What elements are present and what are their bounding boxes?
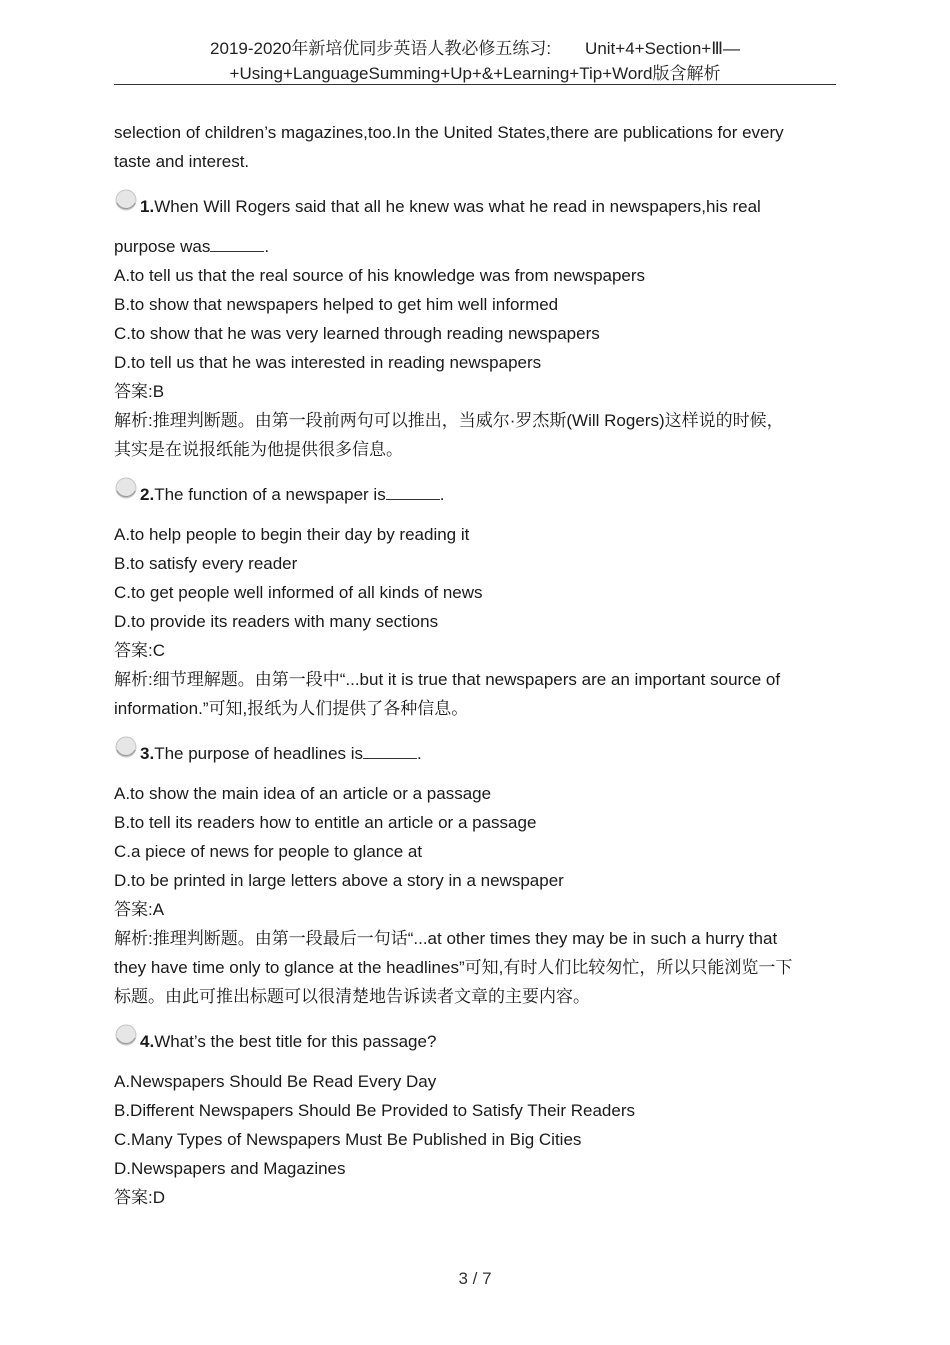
option-a: A.to help people to begin their day by reading it [114, 525, 470, 544]
question-stem-text: The purpose of headlines is [154, 744, 364, 763]
question-3-stem: 3.The purpose of headlines is . [114, 739, 844, 768]
answer-key: 答案:C [114, 641, 165, 660]
option-a: A.to tell us that the real source of his knowledge was from newspapers [114, 266, 646, 285]
answer-key: 答案:B [114, 382, 165, 401]
question-number: 1. [140, 197, 155, 216]
analysis-line: 解析:细节理解题。由第一段中“...but it is true that newspapers are an important source of [114, 670, 781, 689]
circle-bullet-icon [114, 736, 138, 758]
option-d: D.to provide its readers with many sections [114, 612, 439, 631]
answer-key: 答案:D [114, 1188, 165, 1207]
question-1-stem [114, 192, 844, 221]
circle-bullet-icon [114, 1024, 138, 1046]
answer-blank [210, 236, 264, 252]
question-stem-text: The function of a newspaper is [154, 485, 386, 504]
question-stem-text: What’s the best title for this passage? [154, 1032, 437, 1051]
answer-blank [363, 743, 417, 759]
intro-line-1: selection of children’s magazines,too.In the United States,there are publications for every [114, 123, 784, 142]
option-d: D.Newspapers and Magazines [114, 1159, 346, 1178]
option-b: B.to show that newspapers helped to get him well informed [114, 295, 559, 314]
option-b: B.to satisfy every reader [114, 554, 298, 573]
question-number: 3. [140, 744, 155, 763]
answer-blank [386, 484, 440, 500]
analysis-line: 解析:推理判断题。由第一段最后一句话“...at other times they may be in such a hurry that [114, 929, 778, 948]
option-d: D.to tell us that he was interested in reading newspapers [114, 353, 542, 372]
intro-line-2: taste and interest. [114, 152, 250, 171]
analysis-line: information.”可知,报纸为人们提供了各种信息。 [114, 699, 469, 718]
circle-bullet-icon [114, 477, 138, 499]
header-title-line2: +Using+LanguageSumming+Up+&+Learning+Tip+Word版含解析 [229, 64, 721, 83]
option-d: D.to be printed in large letters above a story in a newspaper [114, 871, 564, 890]
analysis-line: 解析:推理判断题。由第一段前两句可以推出，当威尔·罗杰斯(Will Rogers)这样说的时候， [114, 411, 784, 430]
option-c: C.to get people well informed of all kinds of news [114, 583, 483, 602]
document-body [114, 118, 844, 1212]
header-divider [114, 84, 836, 85]
question-number: 4. [140, 1032, 155, 1051]
question-4-stem [114, 1027, 844, 1056]
option-c: C.to show that he was very learned through reading newspapers [114, 324, 600, 343]
page-number: 3 / 7 [458, 1269, 492, 1288]
option-b: B.to tell its readers how to entitle an article or a passage [114, 813, 537, 832]
option-a: A.to show the main idea of an article or a passage [114, 784, 492, 803]
question-2-stem: 2.The function of a newspaper is . [114, 480, 844, 509]
answer-key: 答案:A [114, 900, 165, 919]
option-a: A.Newspapers Should Be Read Every Day [114, 1072, 437, 1091]
question-number: 2. [140, 485, 155, 504]
question-1-stem-continued: purpose was . [114, 237, 270, 256]
analysis-line: 其实是在说报纸能为他提供很多信息。 [114, 440, 403, 459]
question-stem-text: When Will Rogers said that all he knew was what he read in newspapers,his real [154, 197, 761, 216]
analysis-line: 标题。由此可推出标题可以很清楚地告诉读者文章的主要内容。 [114, 987, 590, 1006]
header-title-line1: 2019-2020年新培优同步英语人教必修五练习: Unit+4+Section+Ⅲ— [210, 39, 740, 58]
page-header [114, 36, 836, 86]
option-b: B.Different Newspapers Should Be Provided to Satisfy Their Readers [114, 1101, 635, 1120]
circle-bullet-icon [114, 189, 138, 211]
option-c: C.Many Types of Newspapers Must Be Published in Big Cities [114, 1130, 582, 1149]
analysis-line: they have time only to glance at the headlines”可知,有时人们比较匆忙，所以只能浏览一下 [114, 958, 793, 977]
option-c: C.a piece of news for people to glance at [114, 842, 423, 861]
